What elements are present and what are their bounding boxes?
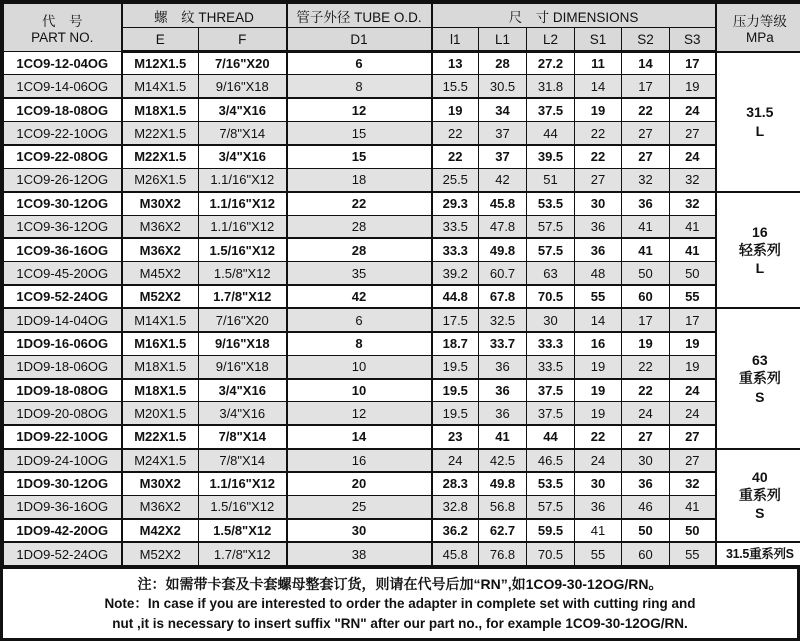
thread-f-cell: 9/16"X18 — [199, 332, 287, 355]
part-no-cell: 1DO9-16-06OG — [4, 332, 122, 355]
note-block — [3, 566, 797, 638]
table-header — [4, 4, 800, 52]
dim-i1-cell: 19 — [432, 98, 479, 121]
part-no-cell: 1DO9-18-08OG — [4, 379, 122, 402]
dim-s3-cell: 50 — [670, 262, 716, 285]
dim-l2-cell: 31.8 — [527, 75, 575, 98]
dim-l2-cell: 37.5 — [527, 402, 575, 425]
dim-l2-cell: 51 — [527, 168, 575, 191]
dim-l2-cell: 44 — [527, 425, 575, 448]
dim-s1-cell: 41 — [575, 519, 622, 542]
dim-l2-cell: 53.5 — [527, 192, 575, 215]
thread-f-cell: 9/16"X18 — [199, 355, 287, 378]
dim-s3-cell: 24 — [670, 145, 716, 168]
dim-s3-cell: 24 — [670, 98, 716, 121]
table-row — [4, 332, 800, 355]
dim-s3-cell: 32 — [670, 192, 716, 215]
thread-f-cell: 1.7/8"X12 — [199, 542, 287, 565]
dim-i1-cell: 18.7 — [432, 332, 479, 355]
dim-i1-cell: 36.2 — [432, 519, 479, 542]
thread-f-cell: 1.1/16"X12 — [199, 472, 287, 495]
thread-f-cell: 7/16"X20 — [199, 308, 287, 331]
thread-e-cell: M22X1.5 — [122, 122, 199, 145]
dim-s2-cell: 22 — [622, 379, 670, 402]
tube-od-cell: 8 — [287, 75, 432, 98]
tube-od-cell: 25 — [287, 495, 432, 518]
table-row — [4, 192, 800, 215]
thread-e-cell: M36X2 — [122, 215, 199, 238]
dim-i1-cell: 33.3 — [432, 238, 479, 261]
thread-f-cell: 7/16"X20 — [199, 52, 287, 75]
dim-i1-cell: 44.8 — [432, 285, 479, 308]
dim-s2-cell: 22 — [622, 98, 670, 121]
dim-l1-cell: 62.7 — [479, 519, 527, 542]
dim-l1-cell: 42.5 — [479, 449, 527, 472]
tube-od-cell: 6 — [287, 52, 432, 75]
header-part-no-en: PART NO. — [31, 30, 94, 45]
tube-od-cell: 28 — [287, 238, 432, 261]
dim-s3-cell: 41 — [670, 495, 716, 518]
header-col-s1: S1 — [575, 28, 622, 52]
dim-l1-cell: 36 — [479, 379, 527, 402]
tube-od-cell: 38 — [287, 542, 432, 565]
table-row — [4, 75, 800, 98]
table-row — [4, 308, 800, 331]
dim-l1-cell: 56.8 — [479, 495, 527, 518]
dim-s2-cell: 36 — [622, 192, 670, 215]
tube-od-cell: 16 — [287, 449, 432, 472]
pressure-rating-cell: 16 轻系列 L — [716, 192, 800, 309]
thread-e-cell: M22X1.5 — [122, 425, 199, 448]
part-no-cell: 1DO9-24-10OG — [4, 449, 122, 472]
dim-i1-cell: 22 — [432, 145, 479, 168]
dim-s3-cell: 32 — [670, 472, 716, 495]
tube-od-cell: 35 — [287, 262, 432, 285]
tube-od-cell: 12 — [287, 402, 432, 425]
dim-s1-cell: 48 — [575, 262, 622, 285]
dim-l1-cell: 42 — [479, 168, 527, 191]
thread-e-cell: M52X2 — [122, 285, 199, 308]
dim-s2-cell: 50 — [622, 519, 670, 542]
header-col-d1: D1 — [287, 28, 432, 52]
tube-od-cell: 28 — [287, 215, 432, 238]
dim-s3-cell: 27 — [670, 425, 716, 448]
dim-i1-cell: 39.2 — [432, 262, 479, 285]
dim-l2-cell: 37.5 — [527, 98, 575, 121]
header-col-f: F — [199, 28, 287, 52]
thread-e-cell: M18X1.5 — [122, 98, 199, 121]
thread-f-cell: 9/16"X18 — [199, 75, 287, 98]
part-no-cell: 1CO9-22-08OG — [4, 145, 122, 168]
header-pressure-unit: MPa — [745, 29, 774, 45]
dim-l1-cell: 45.8 — [479, 192, 527, 215]
dim-s1-cell: 19 — [575, 379, 622, 402]
dim-s1-cell: 30 — [575, 472, 622, 495]
table-row — [4, 355, 800, 378]
dim-s1-cell: 36 — [575, 238, 622, 261]
dim-s2-cell: 41 — [622, 238, 670, 261]
dim-l1-cell: 30.5 — [479, 75, 527, 98]
dim-l2-cell: 59.5 — [527, 519, 575, 542]
header-col-e: E — [122, 28, 199, 52]
dim-s2-cell: 27 — [622, 145, 670, 168]
dim-s2-cell: 60 — [622, 285, 670, 308]
dim-l2-cell: 33.3 — [527, 332, 575, 355]
thread-e-cell: M36X2 — [122, 495, 199, 518]
header-col-i1: l1 — [432, 28, 479, 52]
part-no-cell: 1DO9-52-24OG — [4, 542, 122, 565]
dim-l2-cell: 39.5 — [527, 145, 575, 168]
part-no-cell: 1CO9-30-12OG — [4, 192, 122, 215]
tube-od-cell: 10 — [287, 379, 432, 402]
pressure-rating-cell: 31.5重系列S — [716, 542, 800, 565]
thread-e-cell: M14X1.5 — [122, 308, 199, 331]
part-no-cell: 1CO9-26-12OG — [4, 168, 122, 191]
dim-s3-cell: 19 — [670, 75, 716, 98]
tube-od-cell: 42 — [287, 285, 432, 308]
header-part-no-cn: 代 号 — [42, 14, 83, 29]
table-row — [4, 168, 800, 191]
thread-e-cell: M42X2 — [122, 519, 199, 542]
part-no-cell: 1DO9-30-12OG — [4, 472, 122, 495]
dim-l2-cell: 57.5 — [527, 238, 575, 261]
dim-s3-cell: 19 — [670, 355, 716, 378]
dim-l1-cell: 28 — [479, 52, 527, 75]
dim-s1-cell: 55 — [575, 542, 622, 565]
dim-s3-cell: 24 — [670, 379, 716, 402]
note-line-english-1: Note：In case if you are interested to order the adapter in complete set with cutting ring and — [104, 596, 696, 611]
dim-i1-cell: 33.5 — [432, 215, 479, 238]
header-col-s3: S3 — [670, 28, 716, 52]
thread-e-cell: M30X2 — [122, 192, 199, 215]
header-part-no — [4, 4, 122, 52]
dim-i1-cell: 32.8 — [432, 495, 479, 518]
thread-f-cell: 1.1/16"X12 — [199, 168, 287, 191]
part-no-cell: 1CO9-36-12OG — [4, 215, 122, 238]
tube-od-cell: 10 — [287, 355, 432, 378]
dim-i1-cell: 24 — [432, 449, 479, 472]
thread-f-cell: 3/4"X16 — [199, 402, 287, 425]
dim-s2-cell: 22 — [622, 355, 670, 378]
part-no-cell: 1CO9-18-08OG — [4, 98, 122, 121]
thread-e-cell: M45X2 — [122, 262, 199, 285]
dim-s1-cell: 14 — [575, 75, 622, 98]
thread-f-cell: 3/4"X16 — [199, 379, 287, 402]
dim-i1-cell: 29.3 — [432, 192, 479, 215]
table-row — [4, 472, 800, 495]
table-row — [4, 145, 800, 168]
thread-f-cell: 1.5/16"X12 — [199, 495, 287, 518]
dim-s1-cell: 19 — [575, 402, 622, 425]
dim-s1-cell: 14 — [575, 308, 622, 331]
dim-i1-cell: 45.8 — [432, 542, 479, 565]
dim-l2-cell: 37.5 — [527, 379, 575, 402]
dim-l2-cell: 46.5 — [527, 449, 575, 472]
dim-s3-cell: 41 — [670, 238, 716, 261]
table-row — [4, 98, 800, 121]
pressure-rating-cell: 40 重系列 S — [716, 449, 800, 542]
thread-e-cell: M26X1.5 — [122, 168, 199, 191]
header-dimensions: 尺 寸 DIMENSIONS — [432, 4, 716, 28]
dim-s1-cell: 30 — [575, 192, 622, 215]
thread-f-cell: 1.1/16"X12 — [199, 215, 287, 238]
dim-s2-cell: 24 — [622, 402, 670, 425]
thread-f-cell: 3/4"X16 — [199, 98, 287, 121]
dim-s2-cell: 27 — [622, 425, 670, 448]
dim-s1-cell: 16 — [575, 332, 622, 355]
dim-i1-cell: 15.5 — [432, 75, 479, 98]
part-no-cell: 1DO9-42-20OG — [4, 519, 122, 542]
tube-od-cell: 20 — [287, 472, 432, 495]
part-no-cell: 1DO9-18-06OG — [4, 355, 122, 378]
dim-s3-cell: 41 — [670, 215, 716, 238]
dim-i1-cell: 25.5 — [432, 168, 479, 191]
part-no-cell: 1DO9-36-16OG — [4, 495, 122, 518]
dim-s1-cell: 19 — [575, 355, 622, 378]
dim-s3-cell: 55 — [670, 285, 716, 308]
part-no-cell: 1CO9-36-16OG — [4, 238, 122, 261]
dim-s3-cell: 27 — [670, 449, 716, 472]
dim-s2-cell: 36 — [622, 472, 670, 495]
dim-l1-cell: 47.8 — [479, 215, 527, 238]
tube-od-cell: 12 — [287, 98, 432, 121]
header-col-l1: L1 — [479, 28, 527, 52]
tube-od-cell: 22 — [287, 192, 432, 215]
dim-l2-cell: 57.5 — [527, 495, 575, 518]
table-row — [4, 122, 800, 145]
dim-s1-cell: 11 — [575, 52, 622, 75]
tube-od-cell: 6 — [287, 308, 432, 331]
thread-e-cell: M30X2 — [122, 472, 199, 495]
table-row — [4, 379, 800, 402]
dim-s1-cell: 24 — [575, 449, 622, 472]
table-row — [4, 495, 800, 518]
table-row — [4, 425, 800, 448]
tube-od-cell: 30 — [287, 519, 432, 542]
dim-l1-cell: 49.8 — [479, 238, 527, 261]
dim-s2-cell: 30 — [622, 449, 670, 472]
dim-l2-cell: 30 — [527, 308, 575, 331]
dim-i1-cell: 13 — [432, 52, 479, 75]
thread-f-cell: 1.1/16"X12 — [199, 192, 287, 215]
dim-s3-cell: 19 — [670, 332, 716, 355]
dim-l2-cell: 70.5 — [527, 285, 575, 308]
dim-l2-cell: 70.5 — [527, 542, 575, 565]
tube-od-cell: 8 — [287, 332, 432, 355]
dim-l2-cell: 27.2 — [527, 52, 575, 75]
dim-s2-cell: 27 — [622, 122, 670, 145]
dim-s3-cell: 24 — [670, 402, 716, 425]
dim-l2-cell: 57.5 — [527, 215, 575, 238]
dim-s1-cell: 22 — [575, 122, 622, 145]
table-row — [4, 402, 800, 425]
dim-i1-cell: 22 — [432, 122, 479, 145]
header-col-s2: S2 — [622, 28, 670, 52]
dim-l1-cell: 36 — [479, 355, 527, 378]
dim-s2-cell: 60 — [622, 542, 670, 565]
table-row — [4, 449, 800, 472]
dim-s3-cell: 27 — [670, 122, 716, 145]
dim-l1-cell: 33.7 — [479, 332, 527, 355]
dim-s2-cell: 46 — [622, 495, 670, 518]
dim-l1-cell: 76.8 — [479, 542, 527, 565]
table-row — [4, 542, 800, 565]
part-no-cell: 1CO9-45-20OG — [4, 262, 122, 285]
table-row — [4, 519, 800, 542]
tube-od-cell: 14 — [287, 425, 432, 448]
dim-l1-cell: 67.8 — [479, 285, 527, 308]
table-row — [4, 215, 800, 238]
dim-l1-cell: 37 — [479, 122, 527, 145]
thread-f-cell: 7/8"X14 — [199, 425, 287, 448]
pressure-rating-cell: 31.5 L — [716, 52, 800, 192]
table-row — [4, 262, 800, 285]
table-row — [4, 52, 800, 75]
dim-l1-cell: 32.5 — [479, 308, 527, 331]
table-body — [4, 52, 800, 566]
dim-l2-cell: 63 — [527, 262, 575, 285]
dim-s2-cell: 17 — [622, 75, 670, 98]
thread-e-cell: M14X1.5 — [122, 75, 199, 98]
dim-i1-cell: 23 — [432, 425, 479, 448]
dim-l1-cell: 49.8 — [479, 472, 527, 495]
thread-e-cell: M18X1.5 — [122, 379, 199, 402]
header-pressure-cn: 压力等级 — [732, 13, 787, 29]
thread-e-cell: M18X1.5 — [122, 355, 199, 378]
dim-s2-cell: 19 — [622, 332, 670, 355]
dim-s1-cell: 19 — [575, 98, 622, 121]
table-row — [4, 285, 800, 308]
dim-l1-cell: 60.7 — [479, 262, 527, 285]
thread-e-cell: M16X1.5 — [122, 332, 199, 355]
thread-e-cell: M12X1.5 — [122, 52, 199, 75]
part-no-cell: 1DO9-14-04OG — [4, 308, 122, 331]
dim-s2-cell: 32 — [622, 168, 670, 191]
dim-s1-cell: 22 — [575, 425, 622, 448]
note-line-english-2: nut ,it is necessary to insert suffix "RN" after our part no., for example 1CO9-30-12OG/RN. — [112, 616, 688, 631]
thread-f-cell: 1.7/8"X12 — [199, 285, 287, 308]
dim-s2-cell: 41 — [622, 215, 670, 238]
part-no-cell: 1CO9-22-10OG — [4, 122, 122, 145]
thread-f-cell: 3/4"X16 — [199, 145, 287, 168]
dim-s3-cell: 50 — [670, 519, 716, 542]
dim-s3-cell: 17 — [670, 52, 716, 75]
dim-s1-cell: 36 — [575, 215, 622, 238]
thread-e-cell: M36X2 — [122, 238, 199, 261]
tube-od-cell: 18 — [287, 168, 432, 191]
tube-od-cell: 15 — [287, 145, 432, 168]
thread-e-cell: M24X1.5 — [122, 449, 199, 472]
thread-f-cell: 1.5/8"X12 — [199, 262, 287, 285]
dim-l1-cell: 41 — [479, 425, 527, 448]
dim-s1-cell: 55 — [575, 285, 622, 308]
dim-l2-cell: 44 — [527, 122, 575, 145]
dim-s2-cell: 17 — [622, 308, 670, 331]
thread-e-cell: M20X1.5 — [122, 402, 199, 425]
dim-s2-cell: 50 — [622, 262, 670, 285]
dim-l1-cell: 34 — [479, 98, 527, 121]
part-no-cell: 1CO9-14-06OG — [4, 75, 122, 98]
thread-e-cell: M52X2 — [122, 542, 199, 565]
dim-l2-cell: 53.5 — [527, 472, 575, 495]
header-pressure — [716, 4, 800, 52]
part-no-cell: 1CO9-12-04OG — [4, 52, 122, 75]
dim-s3-cell: 55 — [670, 542, 716, 565]
part-no-cell: 1DO9-22-10OG — [4, 425, 122, 448]
dim-s1-cell: 36 — [575, 495, 622, 518]
part-no-cell: 1DO9-20-08OG — [4, 402, 122, 425]
dim-s2-cell: 14 — [622, 52, 670, 75]
dim-i1-cell: 19.5 — [432, 355, 479, 378]
dim-s3-cell: 17 — [670, 308, 716, 331]
thread-f-cell: 1.5/8"X12 — [199, 519, 287, 542]
thread-f-cell: 7/8"X14 — [199, 122, 287, 145]
pressure-rating-cell: 63 重系列 S — [716, 308, 800, 448]
thread-f-cell: 7/8"X14 — [199, 449, 287, 472]
parts-table — [3, 3, 800, 566]
dim-s1-cell: 27 — [575, 168, 622, 191]
dim-i1-cell: 19.5 — [432, 379, 479, 402]
dim-i1-cell: 28.3 — [432, 472, 479, 495]
dim-s1-cell: 22 — [575, 145, 622, 168]
header-col-l2: L2 — [527, 28, 575, 52]
thread-e-cell: M22X1.5 — [122, 145, 199, 168]
dim-s3-cell: 32 — [670, 168, 716, 191]
header-tube-od: 管子外径 TUBE O.D. — [287, 4, 432, 28]
tube-od-cell: 15 — [287, 122, 432, 145]
note-line-chinese: 注：如需带卡套及卡套螺母整套订货，则请在代号后加“RN”,如1CO9-30-12OG/RN。 — [137, 576, 663, 592]
table-row — [4, 238, 800, 261]
dim-l2-cell: 33.5 — [527, 355, 575, 378]
header-thread: 螺 纹 THREAD — [122, 4, 287, 28]
part-no-cell: 1CO9-52-24OG — [4, 285, 122, 308]
thread-f-cell: 1.5/16"X12 — [199, 238, 287, 261]
dim-l1-cell: 37 — [479, 145, 527, 168]
dim-i1-cell: 19.5 — [432, 402, 479, 425]
dim-l1-cell: 36 — [479, 402, 527, 425]
dim-i1-cell: 17.5 — [432, 308, 479, 331]
